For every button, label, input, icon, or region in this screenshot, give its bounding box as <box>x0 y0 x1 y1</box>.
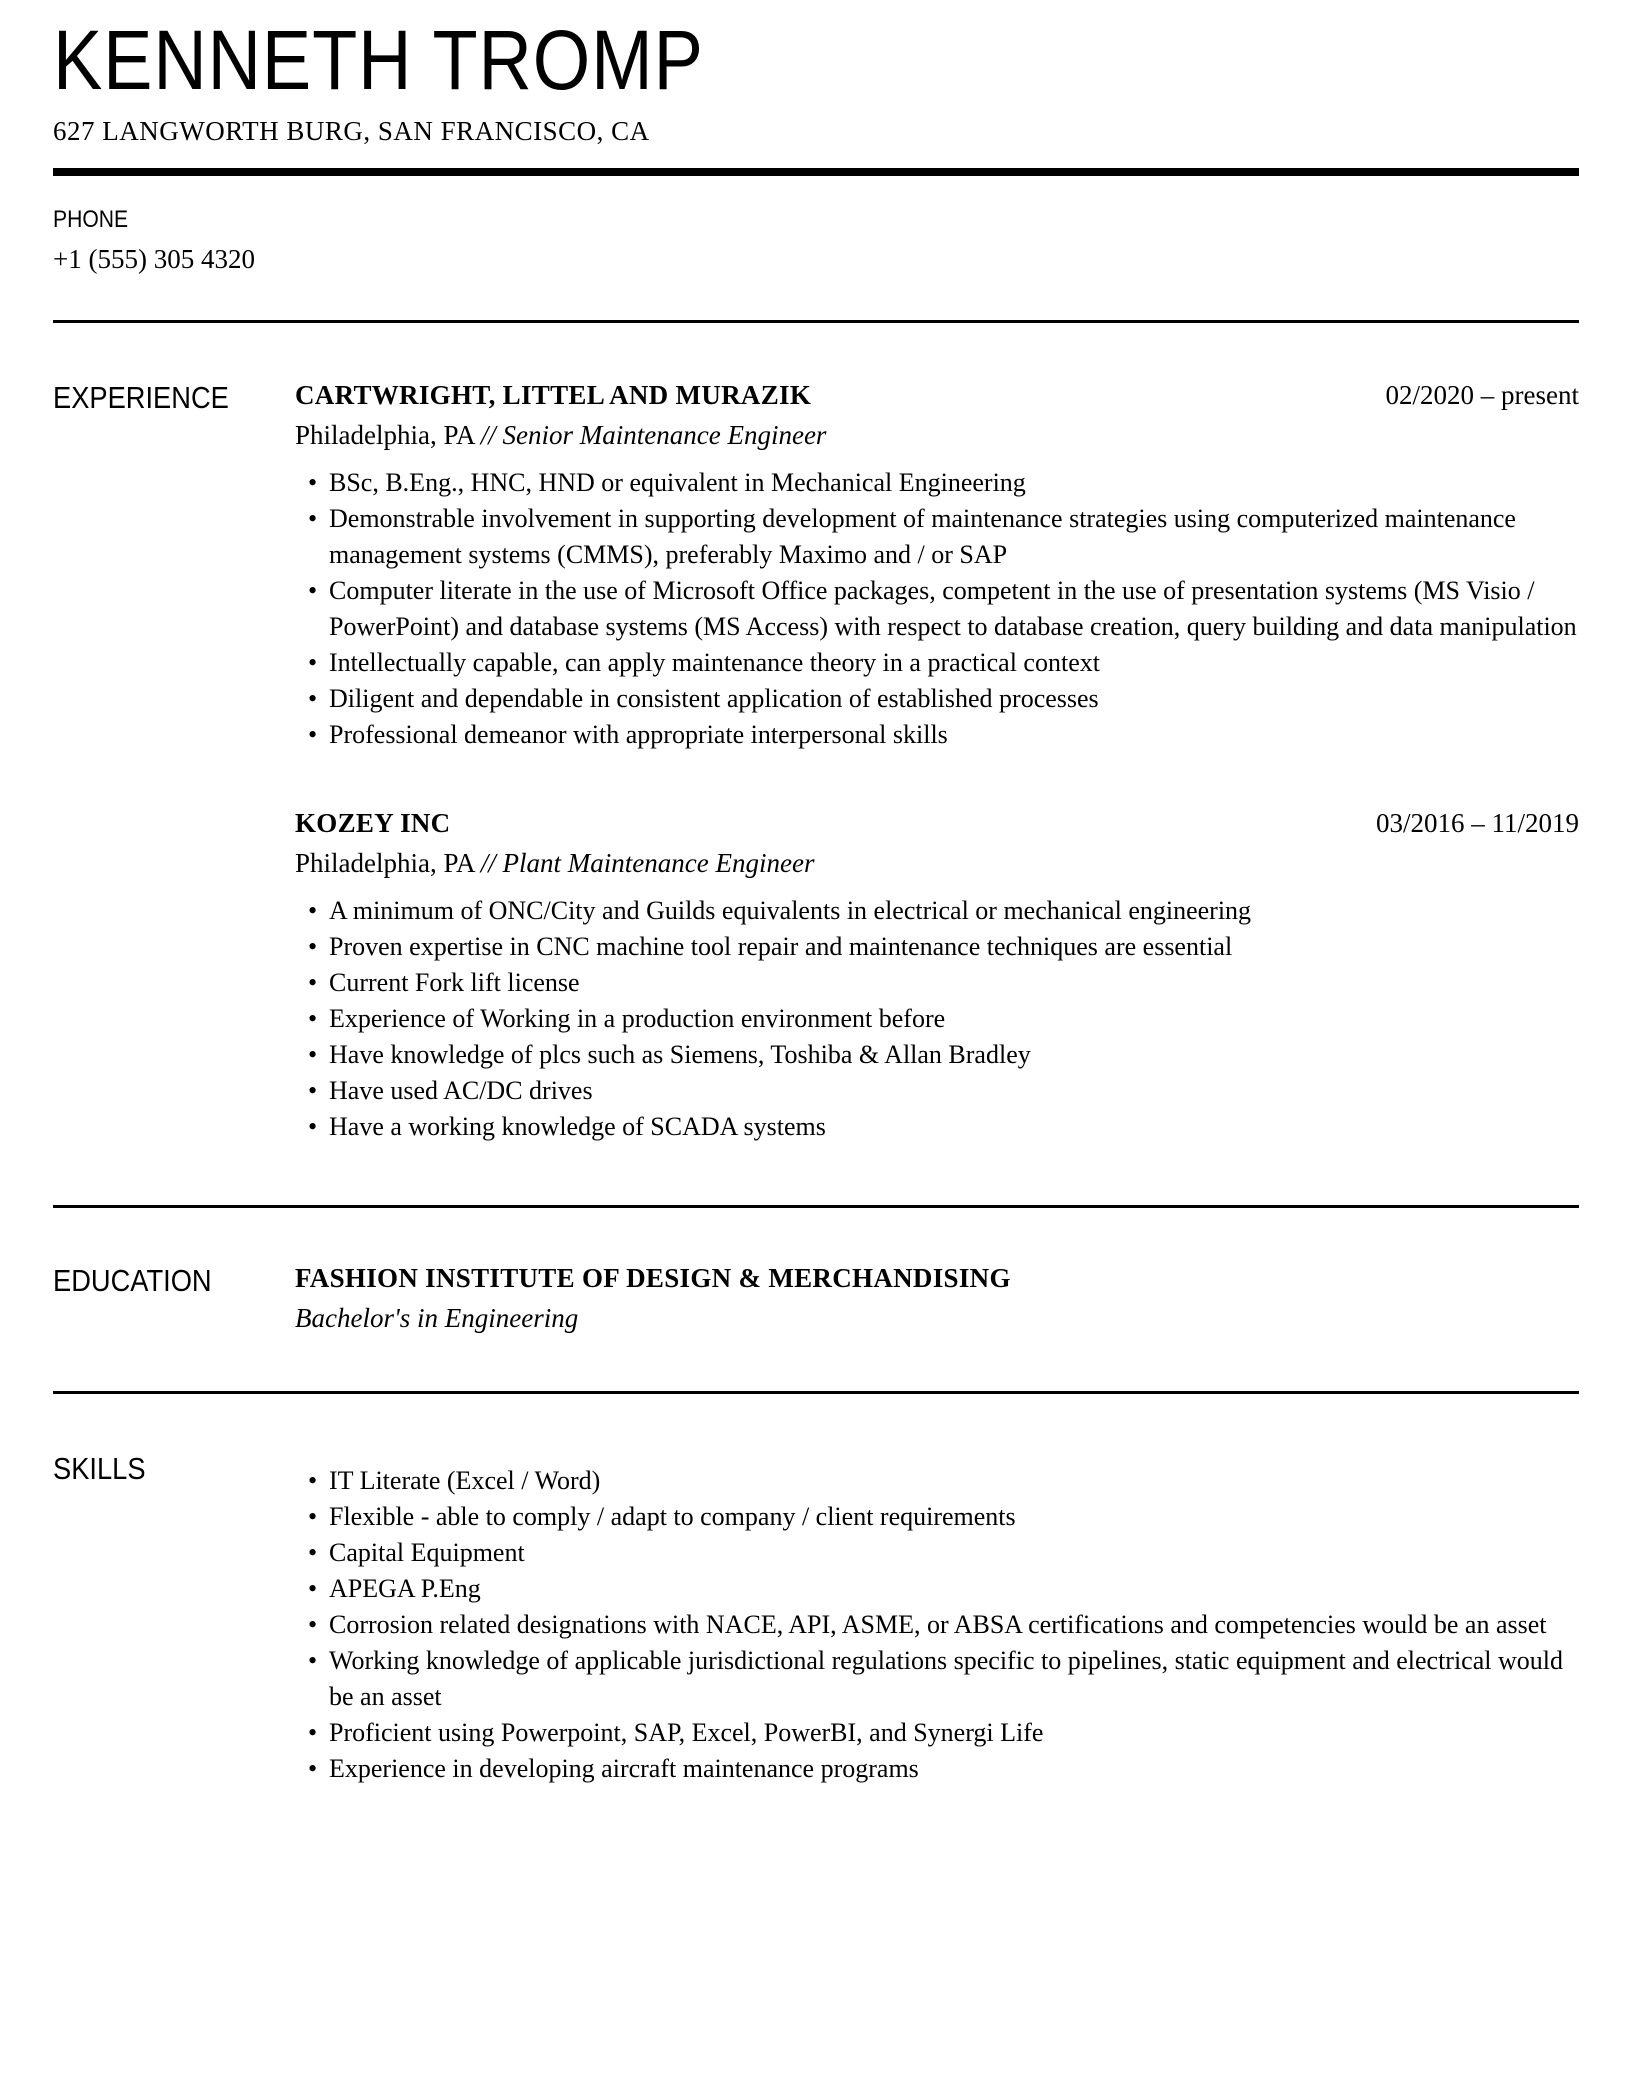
job-bullet-list <box>295 465 1579 753</box>
job-location: Philadelphia, PA <box>295 848 481 878</box>
job-entry <box>295 807 1579 1145</box>
section-divider <box>53 1205 1579 1208</box>
job-bullet: • Intellectually capable, can apply maintenance theory in a practical context <box>295 645 1579 681</box>
education-school: FASHION INSTITUTE OF DESIGN & MERCHANDISING <box>295 1263 1011 1293</box>
contact-block <box>53 206 1579 276</box>
job-bullet: • A minimum of ONC/City and Guilds equivalents in electrical or mechanical engineering <box>295 893 1579 929</box>
job-location: Philadelphia, PA <box>295 420 481 450</box>
skills-label-column <box>53 1450 295 1486</box>
job-header <box>295 379 1579 412</box>
job-header <box>295 807 1579 840</box>
skill-bullet: • Corrosion related designations with NACE, API, ASME, or ABSA certifications and competencies would be an asset <box>295 1607 1579 1643</box>
job-dates: 02/2020 – present <box>1385 380 1579 410</box>
resume-header <box>53 13 1579 276</box>
skill-bullet: • Working knowledge of applicable jurisdictional regulations specific to pipelines, static equipment and electrical would be an asset <box>295 1643 1579 1715</box>
job-bullet: • Current Fork lift license <box>295 965 1579 1001</box>
job-bullet: • BSc, B.Eng., HNC, HND or equivalent in Mechanical Engineering <box>295 465 1579 501</box>
person-name: KENNETH TROMP <box>53 13 704 107</box>
job-bullet: • Have used AC/DC drives <box>295 1073 1579 1109</box>
skills-content <box>295 1450 1579 1787</box>
job-bullet-list <box>295 893 1579 1145</box>
phone-value: +1 (555) 305 4320 <box>53 244 255 274</box>
job-bullet: • Experience of Working in a production environment before <box>295 1001 1579 1037</box>
skill-bullet: • Capital Equipment <box>295 1535 1579 1571</box>
education-section <box>53 1262 1579 1335</box>
job-company: CARTWRIGHT, LITTEL AND MURAZIK <box>295 380 812 410</box>
experience-section-label: EXPERIENCE <box>53 380 229 415</box>
education-section-label: EDUCATION <box>53 1263 212 1298</box>
person-address: 627 LANGWORTH BURG, SAN FRANCISCO, CA <box>53 116 650 146</box>
education-content <box>295 1262 1579 1335</box>
section-divider <box>53 1391 1579 1394</box>
job-bullet: • Demonstrable involvement in supporting development of maintenance strategies using computerized maintenance management systems (CMMS), preferably Maximo and / or SAP <box>295 501 1579 573</box>
job-subheader <box>295 419 1579 452</box>
job-bullet: • Professional demeanor with appropriate interpersonal skills <box>295 717 1579 753</box>
skill-bullet: • Proficient using Powerpoint, SAP, Excel, PowerBI, and Synergi Life <box>295 1715 1579 1751</box>
experience-section <box>53 379 1579 1145</box>
job-bullet: • Have a working knowledge of SCADA systems <box>295 1109 1579 1145</box>
job-bullet: • Have knowledge of plcs such as Siemens, Toshiba & Allan Bradley <box>295 1037 1579 1073</box>
job-company: KOZEY INC <box>295 808 451 838</box>
skill-bullet: • APEGA P.Eng <box>295 1571 1579 1607</box>
experience-label-column <box>53 379 295 415</box>
experience-content <box>295 379 1579 1145</box>
job-title: // Senior Maintenance Engineer <box>480 420 827 450</box>
job-dates: 03/2016 – 11/2019 <box>1375 808 1579 838</box>
job-title: // Plant Maintenance Engineer <box>480 848 815 878</box>
job-entry <box>295 379 1579 753</box>
skill-bullet: • Flexible - able to comply / adapt to company / client requirements <box>295 1499 1579 1535</box>
education-degree: Bachelor's in Engineering <box>295 1303 579 1333</box>
skill-bullet: • IT Literate (Excel / Word) <box>295 1463 1579 1499</box>
job-subheader <box>295 847 1579 880</box>
skills-section <box>53 1450 1579 1787</box>
phone-label: PHONE <box>53 206 129 233</box>
header-divider <box>53 168 1579 176</box>
job-bullet: • Diligent and dependable in consistent application of established processes <box>295 681 1579 717</box>
education-label-column <box>53 1262 295 1298</box>
skills-bullet-list <box>295 1463 1579 1787</box>
job-bullet: • Proven expertise in CNC machine tool repair and maintenance techniques are essential <box>295 929 1579 965</box>
section-divider <box>53 320 1579 323</box>
skill-bullet: • Experience in developing aircraft maintenance programs <box>295 1751 1579 1787</box>
skills-section-label: SKILLS <box>53 1451 146 1486</box>
job-bullet: • Computer literate in the use of Microsoft Office packages, competent in the use of presentation systems (MS Visio / PowerPoint) and database systems (MS Access) with respect to database creation, query building and data manipulation <box>295 573 1579 645</box>
